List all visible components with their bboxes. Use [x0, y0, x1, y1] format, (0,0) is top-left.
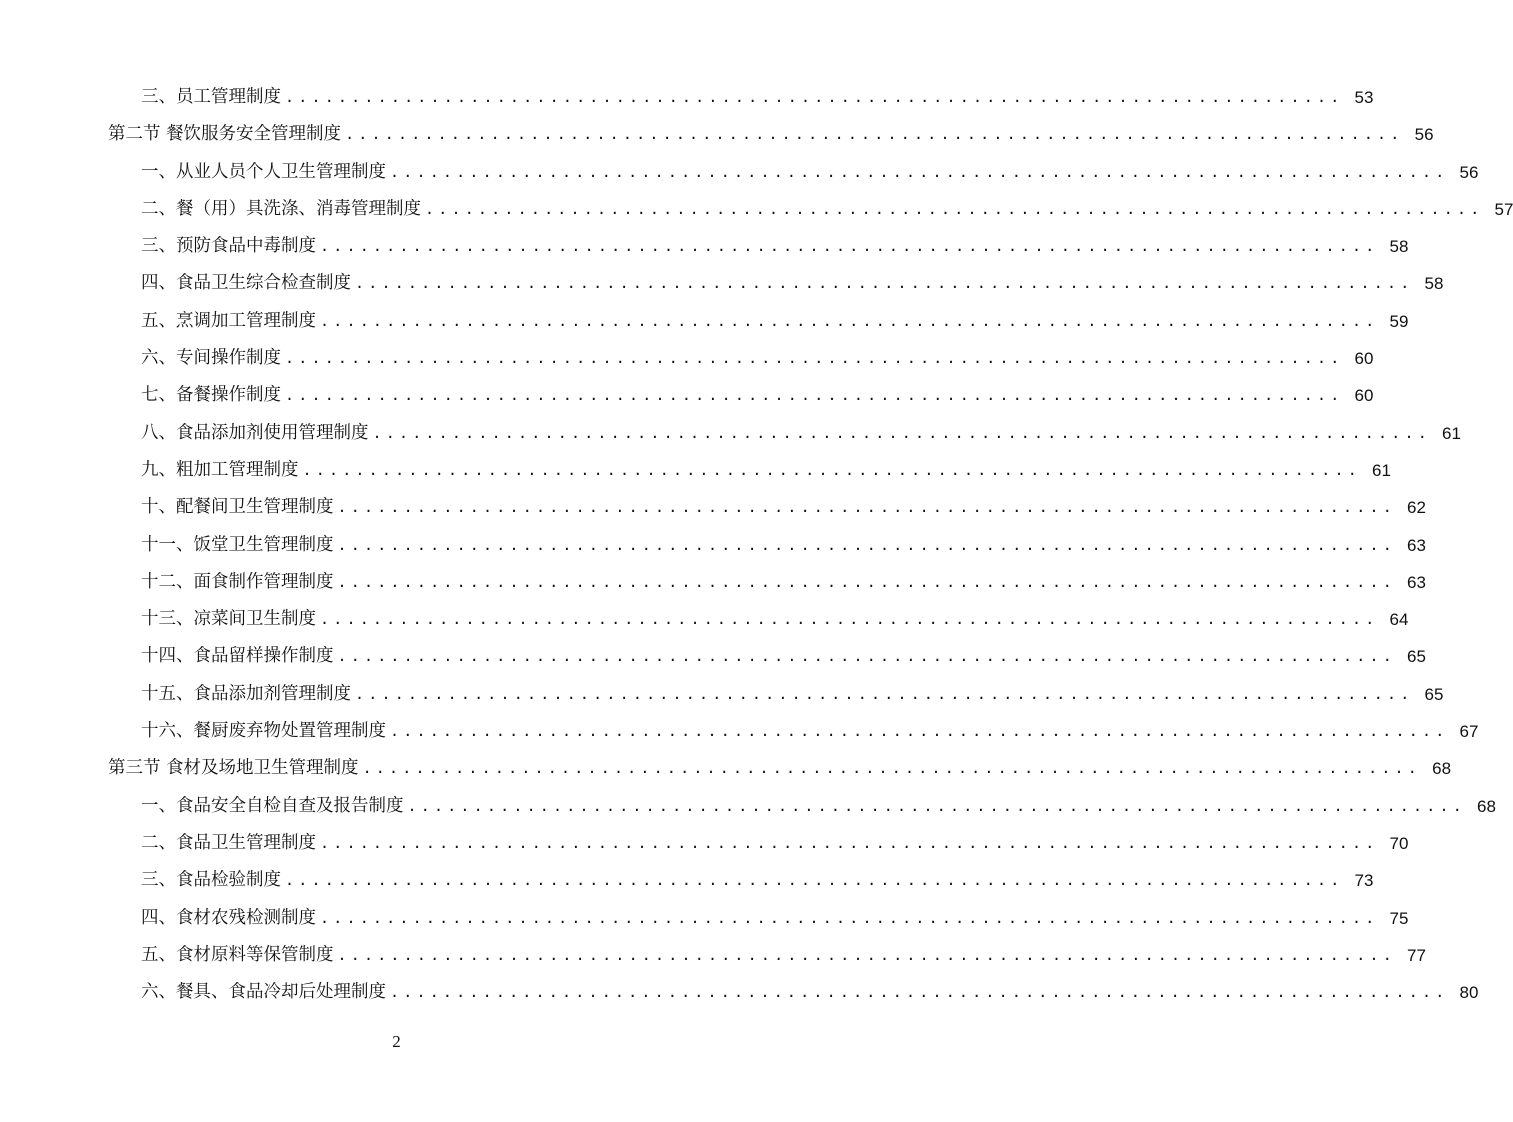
toc-entry[interactable] — [0, 191, 1513, 228]
page-number-footer: 2 — [392, 1032, 401, 1051]
toc-dot-leader: ................................................................................ — [337, 572, 1396, 591]
toc-entry-page-number: 56 — [1414, 125, 1434, 145]
toc-section-entry[interactable] — [0, 116, 1434, 153]
toc-entry-page-number: 60 — [1354, 386, 1374, 406]
toc-entry-title: 第二节 餐饮服务安全管理制度 — [108, 124, 342, 145]
toc-entry[interactable] — [0, 713, 1479, 750]
toc-entry[interactable] — [0, 974, 1479, 1011]
toc-dot-leader: ................................................................................ — [337, 647, 1396, 666]
toc-dot-leader: ................................................................................ — [372, 423, 1431, 442]
toc-entry-title: 六、专间操作制度 — [141, 348, 281, 369]
toc-entry-title: 十二、面食制作管理制度 — [141, 571, 334, 592]
toc-dot-leader: ................................................................................ — [390, 722, 1449, 741]
toc-entry[interactable] — [0, 788, 1496, 825]
toc-entry-title: 十四、食品留样操作制度 — [141, 646, 334, 667]
toc-entry[interactable] — [0, 377, 1374, 414]
toc-entry-title: 七、备餐操作制度 — [141, 385, 281, 406]
toc-entry-title: 十一、饭堂卫生管理制度 — [141, 534, 334, 555]
toc-section-entry[interactable] — [0, 750, 1452, 787]
toc-entry[interactable] — [0, 676, 1444, 713]
toc-entry-title: 三、预防食品中毒制度 — [141, 236, 316, 257]
toc-entry-title: 五、烹调加工管理制度 — [141, 310, 316, 331]
toc-entry-page-number: 80 — [1459, 983, 1479, 1003]
toc-entry-page-number: 77 — [1407, 945, 1426, 965]
toc-entry-title: 二、食品卫生管理制度 — [141, 832, 316, 853]
toc-dot-leader: ................................................................................ — [285, 386, 1344, 405]
toc-entry-title: 第三节 食材及场地卫生管理制度 — [108, 758, 359, 779]
toc-entry-page-number: 58 — [1424, 274, 1444, 294]
toc-entry-title: 一、从业人员个人卫生管理制度 — [141, 161, 386, 182]
toc-entry-page-number: 65 — [1424, 684, 1444, 704]
toc-entry-page-number: 70 — [1389, 833, 1409, 853]
toc-entry-title: 一、食品安全自检自查及报告制度 — [141, 795, 404, 816]
toc-dot-leader: ................................................................................ — [390, 983, 1449, 1002]
toc-entry[interactable] — [0, 489, 1426, 526]
toc-entry-title: 三、员工管理制度 — [141, 87, 281, 107]
table-of-contents — [0, 79, 1513, 1011]
toc-entry-page-number: 64 — [1389, 610, 1409, 630]
toc-dot-leader: ................................................................................ — [337, 945, 1396, 964]
toc-dot-leader: ................................................................................ — [302, 460, 1361, 479]
toc-entry-title: 九、粗加工管理制度 — [141, 459, 299, 480]
toc-entry-page-number: 61 — [1372, 460, 1391, 480]
toc-entry[interactable] — [0, 862, 1374, 899]
toc-entry-page-number: 59 — [1389, 311, 1409, 331]
toc-entry-title: 二、餐（用）具洗涤、消毒管理制度 — [141, 198, 421, 219]
toc-entry-title: 五、食材原料等保管制度 — [141, 944, 334, 965]
toc-dot-leader: ................................................................................ — [425, 199, 1484, 218]
toc-entry[interactable] — [0, 825, 1409, 862]
toc-entry-page-number: 63 — [1407, 572, 1426, 592]
toc-dot-leader: ................................................................................ — [285, 88, 1344, 106]
toc-entry-page-number: 68 — [1432, 759, 1452, 779]
toc-entry[interactable] — [0, 638, 1426, 675]
toc-dot-leader: ................................................................................ — [362, 759, 1422, 778]
toc-entry-page-number: 58 — [1389, 237, 1409, 257]
toc-entry[interactable] — [0, 937, 1426, 974]
toc-entry-page-number: 53 — [1354, 88, 1374, 107]
toc-dot-leader: ................................................................................ — [407, 796, 1466, 815]
toc-entry-title: 三、食品检验制度 — [141, 870, 281, 891]
toc-dot-leader: ................................................................................ — [320, 237, 1379, 256]
toc-dot-leader: ................................................................................ — [320, 610, 1379, 629]
toc-entry-page-number: 65 — [1407, 647, 1426, 667]
toc-entry-page-number: 61 — [1442, 423, 1461, 443]
toc-entry-title: 十、配餐间卫生管理制度 — [141, 497, 334, 518]
toc-entry-title: 六、餐具、食品冷却后处理制度 — [141, 982, 386, 1003]
toc-dot-leader: ................................................................................ — [355, 684, 1414, 703]
toc-entry-title: 四、食品卫生综合检查制度 — [141, 273, 351, 294]
toc-entry-page-number: 73 — [1354, 871, 1374, 891]
toc-dot-leader: ................................................................................ — [320, 908, 1379, 927]
toc-entry[interactable] — [0, 79, 1374, 116]
toc-entry[interactable] — [0, 265, 1444, 302]
toc-entry[interactable] — [0, 601, 1409, 638]
toc-dot-leader: ................................................................................ — [285, 349, 1344, 368]
toc-entry-title: 十六、餐厨废弃物处置管理制度 — [141, 721, 386, 742]
toc-dot-leader: ................................................................................ — [320, 833, 1379, 852]
toc-entry-page-number: 68 — [1477, 796, 1496, 816]
toc-dot-leader: ................................................................................ — [337, 535, 1396, 554]
toc-entry-title: 八、食品添加剂使用管理制度 — [141, 422, 369, 443]
toc-entry-page-number: 56 — [1459, 162, 1479, 182]
toc-dot-leader: ................................................................................ — [390, 162, 1449, 181]
toc-entry[interactable] — [0, 564, 1426, 601]
toc-entry[interactable] — [0, 228, 1409, 265]
toc-entry-page-number: 75 — [1389, 908, 1409, 928]
toc-entry[interactable] — [0, 900, 1409, 937]
toc-dot-leader: ................................................................................ — [355, 274, 1414, 293]
toc-entry[interactable] — [0, 340, 1374, 377]
toc-entry-title: 十五、食品添加剂管理制度 — [141, 683, 351, 704]
toc-dot-leader: ................................................................................ — [345, 125, 1404, 144]
toc-entry[interactable] — [0, 415, 1461, 452]
toc-dot-leader: ................................................................................ — [320, 311, 1379, 330]
toc-entry-title: 四、食材农残检测制度 — [141, 907, 316, 928]
toc-entry[interactable] — [0, 303, 1409, 340]
toc-entry-page-number: 62 — [1407, 498, 1426, 518]
toc-entry[interactable] — [0, 452, 1391, 489]
toc-entry[interactable] — [0, 154, 1479, 191]
toc-entry-title: 十三、凉菜间卫生制度 — [141, 609, 316, 630]
toc-entry[interactable] — [0, 527, 1426, 564]
toc-dot-leader: ................................................................................ — [337, 498, 1396, 517]
toc-entry-page-number: 57 — [1494, 199, 1513, 219]
toc-entry-page-number: 67 — [1459, 722, 1479, 742]
toc-entry-page-number: 60 — [1354, 349, 1374, 369]
toc-entry-page-number: 63 — [1407, 535, 1426, 555]
toc-dot-leader: ................................................................................ — [285, 871, 1344, 890]
